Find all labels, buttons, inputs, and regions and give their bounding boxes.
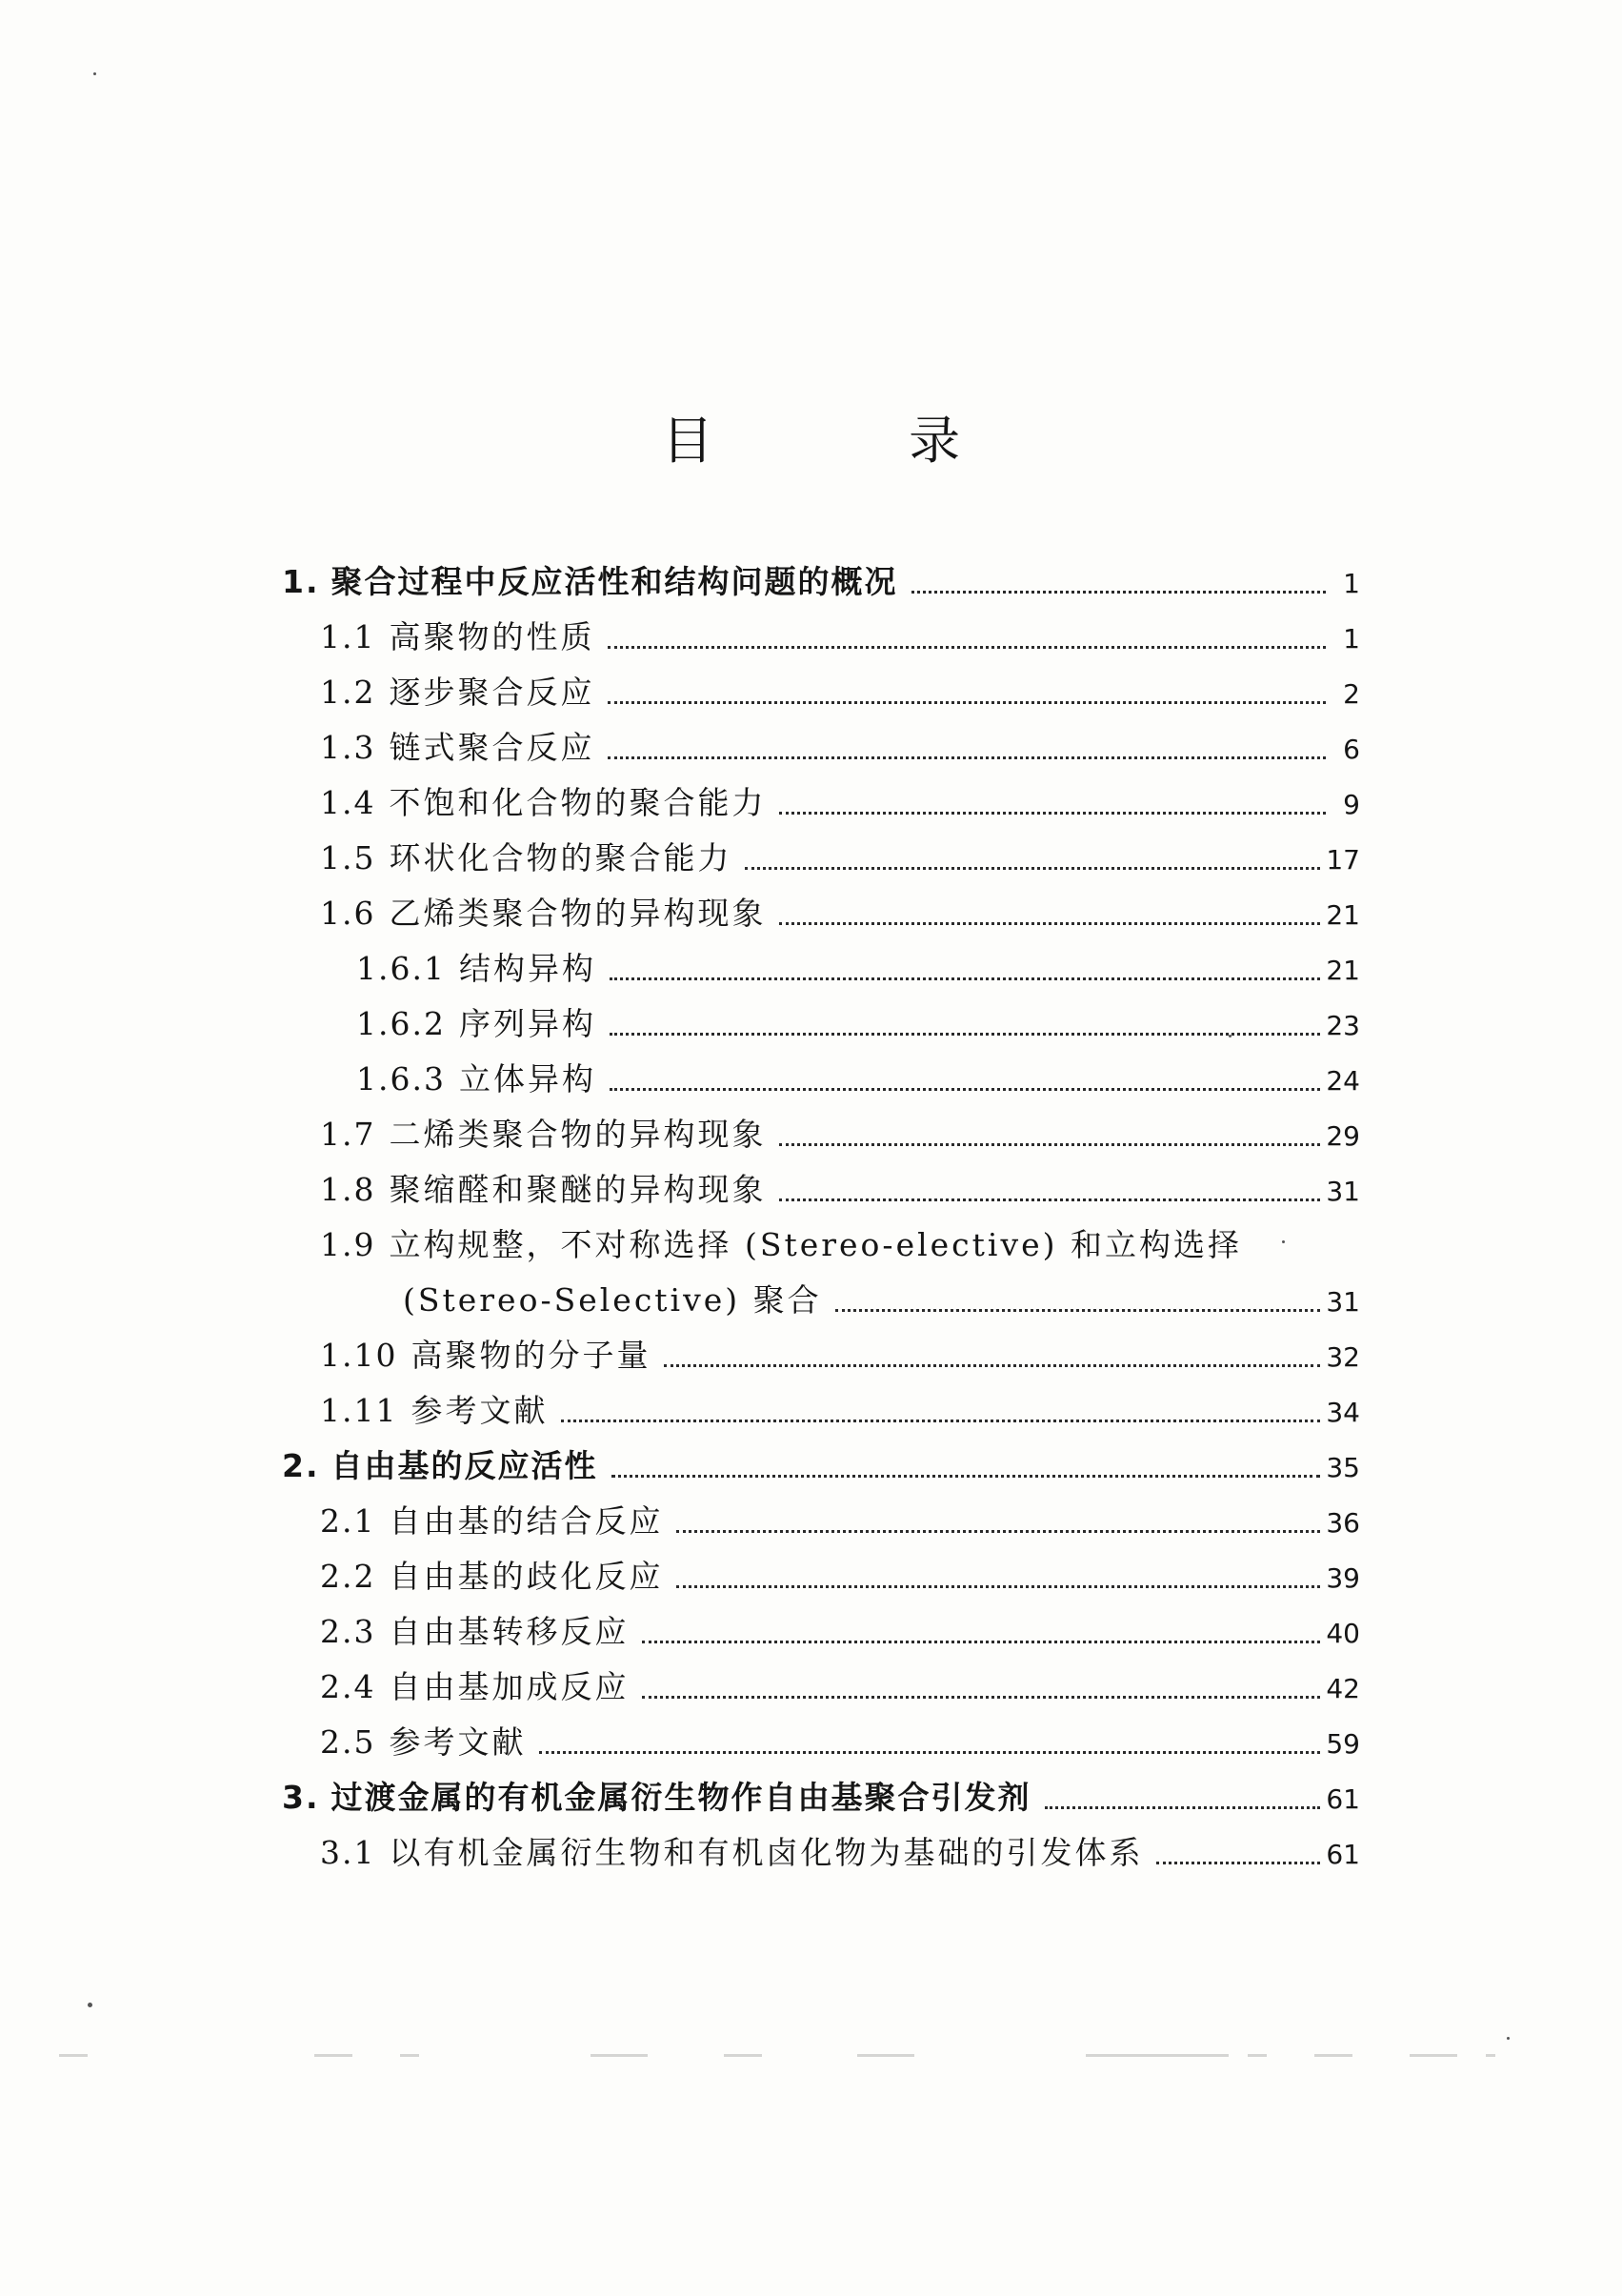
scan-noise xyxy=(59,2054,88,2057)
toc-entry-number: 1.9 xyxy=(320,1226,376,1263)
scan-speck xyxy=(93,72,96,75)
toc-page-number: 21 xyxy=(1326,955,1360,986)
scan-speck xyxy=(1229,1035,1232,1037)
toc-entry-title: 聚缩醛和聚醚的异构现象 xyxy=(389,1171,767,1208)
toc-entry-title: 二烯类聚合物的异构现象 xyxy=(389,1116,767,1153)
dot-leader xyxy=(779,1198,1320,1201)
dot-leader xyxy=(539,1750,1320,1754)
toc-entry xyxy=(320,1549,1360,1604)
scan-noise xyxy=(1314,2054,1352,2057)
toc-page-number: 40 xyxy=(1326,1618,1360,1649)
toc-entry xyxy=(320,886,1360,941)
toc-page-number: 17 xyxy=(1326,844,1360,876)
toc-entry-title: 乙烯类聚合物的异构现象 xyxy=(389,895,767,932)
toc-page-number: 29 xyxy=(1326,1120,1360,1152)
toc-page-number: 32 xyxy=(1326,1341,1360,1373)
toc-entry-number: 2.2 xyxy=(320,1558,376,1595)
toc-entry xyxy=(356,941,1360,997)
toc-entry xyxy=(320,1162,1360,1218)
dot-leader xyxy=(608,700,1326,704)
dot-leader xyxy=(1045,1805,1321,1809)
dot-leader xyxy=(835,1308,1321,1312)
toc-entry-number: 3. xyxy=(282,1779,320,1816)
toc-entry-number: 2. xyxy=(282,1447,320,1484)
toc-page-number: 42 xyxy=(1326,1673,1360,1704)
dot-leader xyxy=(779,811,1326,815)
scan-noise xyxy=(314,2054,352,2057)
toc-entry xyxy=(356,997,1360,1052)
toc-page-number: 61 xyxy=(1326,1783,1360,1815)
toc-entry xyxy=(320,1328,1360,1383)
toc-entry-number: 1. xyxy=(282,563,320,600)
toc-entry xyxy=(320,1604,1360,1660)
toc-page-number: 61 xyxy=(1326,1839,1360,1870)
toc-entry xyxy=(320,1825,1360,1881)
toc-entry-title: 立体异构 xyxy=(458,1060,596,1098)
toc-entry-number: 1.10 xyxy=(320,1337,398,1374)
toc-chapter xyxy=(282,1770,1360,1825)
dot-leader xyxy=(561,1419,1320,1422)
toc-entry-title: 高聚物的分子量 xyxy=(411,1337,651,1374)
toc-entry-number: 1.7 xyxy=(320,1116,376,1153)
toc-entry-title: 结构异构 xyxy=(458,950,596,987)
toc-entry-title: 链式聚合反应 xyxy=(389,729,595,766)
toc-entry xyxy=(320,665,1360,720)
toc-entry-title: 序列异构 xyxy=(458,1005,596,1042)
scan-noise xyxy=(400,2054,419,2057)
scan-noise xyxy=(591,2054,648,2057)
toc-page-number: 1 xyxy=(1343,568,1360,599)
dot-leader xyxy=(779,1142,1320,1146)
toc-page-number: 21 xyxy=(1326,899,1360,931)
toc-entry-title: 环状化合物的聚合能力 xyxy=(389,839,732,876)
dot-leader xyxy=(779,921,1320,925)
toc-entry xyxy=(320,720,1360,775)
toc-entry-number: 2.1 xyxy=(320,1502,376,1540)
dot-leader xyxy=(608,755,1326,759)
toc-page-number: 35 xyxy=(1326,1452,1360,1483)
toc-entry-title: 自由基的反应活性 xyxy=(330,1447,598,1484)
toc-page-number: 6 xyxy=(1343,734,1360,765)
toc-entry-number: 1.6 xyxy=(320,895,376,932)
dot-leader xyxy=(608,645,1326,649)
scan-noise xyxy=(857,2054,914,2057)
toc-page-number: 2 xyxy=(1343,678,1360,710)
toc-page-number: 23 xyxy=(1326,1010,1360,1041)
toc-entry-title: 聚合过程中反应活性和结构问题的概况 xyxy=(330,563,898,600)
toc-entry-title: 自由基的结合反应 xyxy=(389,1502,664,1540)
scan-noise xyxy=(724,2054,762,2057)
scan-noise xyxy=(1410,2054,1457,2057)
toc-entry xyxy=(320,775,1360,831)
toc-page-number: 36 xyxy=(1326,1507,1360,1539)
toc-entry-title: 自由基的歧化反应 xyxy=(389,1558,664,1595)
toc-chapter xyxy=(282,554,1360,610)
toc-entry-number: 1.5 xyxy=(320,839,376,876)
toc-entry xyxy=(320,1715,1360,1770)
toc-entry xyxy=(320,610,1360,665)
toc-page-number: 34 xyxy=(1326,1397,1360,1428)
toc-entry-number: 1.6.2 xyxy=(356,1005,446,1042)
toc-page-number: 31 xyxy=(1326,1286,1360,1318)
toc-entry-title: 不饱和化合物的聚合能力 xyxy=(389,784,767,821)
dot-leader xyxy=(745,866,1320,870)
toc-page-number: 1 xyxy=(1343,623,1360,655)
toc-entry-number: 1.8 xyxy=(320,1171,376,1208)
toc-page-number: 31 xyxy=(1326,1176,1360,1207)
scan-speck xyxy=(1507,2037,1510,2040)
toc-entry-title: 以有机金属衍生物和有机卤化物为基础的引发体系 xyxy=(389,1834,1144,1871)
dot-leader xyxy=(676,1529,1320,1533)
dot-leader xyxy=(610,977,1320,980)
toc-entry-number: 2.4 xyxy=(320,1668,376,1705)
scan-speck xyxy=(1282,1240,1285,1243)
toc-entry-number: 1.1 xyxy=(320,618,376,655)
dot-leader xyxy=(610,1032,1320,1036)
toc-page-number: 59 xyxy=(1326,1728,1360,1760)
toc-entry-title: 自由基加成反应 xyxy=(389,1668,630,1705)
toc-entry xyxy=(320,1107,1360,1162)
toc-entry-continuation xyxy=(403,1273,1360,1328)
toc-entry-number: 1.3 xyxy=(320,729,376,766)
dot-leader xyxy=(642,1640,1320,1643)
toc-entry xyxy=(320,831,1360,886)
toc-entry-number: 2.5 xyxy=(320,1723,376,1761)
toc-entry-title: 参考文献 xyxy=(389,1723,527,1761)
dot-leader xyxy=(1156,1861,1320,1864)
toc-entry-number: 1.6.3 xyxy=(356,1060,446,1098)
toc-entry-title: 逐步聚合反应 xyxy=(389,674,595,711)
toc-entry-number: 2.3 xyxy=(320,1613,376,1650)
toc-entry-number: 1.2 xyxy=(320,674,376,711)
toc-entry xyxy=(320,1660,1360,1715)
toc-entry-title: 高聚物的性质 xyxy=(389,618,595,655)
dot-leader xyxy=(610,1087,1320,1091)
dot-leader xyxy=(911,590,1327,594)
scan-noise xyxy=(1486,2054,1495,2057)
dot-leader xyxy=(676,1584,1320,1588)
scan-noise xyxy=(1248,2054,1267,2057)
toc-entry-number: 1.4 xyxy=(320,784,376,821)
toc-entry-title: 过渡金属的有机金属衍生物作自由基聚合引发剂 xyxy=(330,1779,1031,1816)
toc-page-number: 39 xyxy=(1326,1562,1360,1594)
toc-entry xyxy=(320,1218,1360,1273)
toc-entry xyxy=(320,1383,1360,1439)
scan-speck xyxy=(88,2003,92,2007)
toc-entry xyxy=(320,1494,1360,1549)
dot-leader xyxy=(642,1695,1320,1699)
dot-leader xyxy=(611,1474,1321,1478)
dot-leader xyxy=(664,1363,1320,1367)
toc-entry-title: 参考文献 xyxy=(411,1392,549,1429)
scan-noise xyxy=(1086,2054,1229,2057)
toc-entry-number: 1.6.1 xyxy=(356,950,446,987)
toc-entry-title: 自由基转移反应 xyxy=(389,1613,630,1650)
toc-entry-number: 1.11 xyxy=(320,1392,398,1429)
toc-page-number: 24 xyxy=(1326,1065,1360,1097)
toc-page-number: 9 xyxy=(1343,789,1360,820)
toc-entry-title: 立构规整，不对称选择 (Stereo-elective) 和立构选择 xyxy=(389,1226,1243,1263)
toc-entry-number: 3.1 xyxy=(320,1834,376,1871)
page-title: 目 录 xyxy=(661,411,1051,471)
toc-chapter xyxy=(282,1439,1360,1494)
toc-entry-title-continued: (Stereo-Selective) 聚合 xyxy=(403,1281,822,1319)
toc-entry xyxy=(356,1052,1360,1107)
